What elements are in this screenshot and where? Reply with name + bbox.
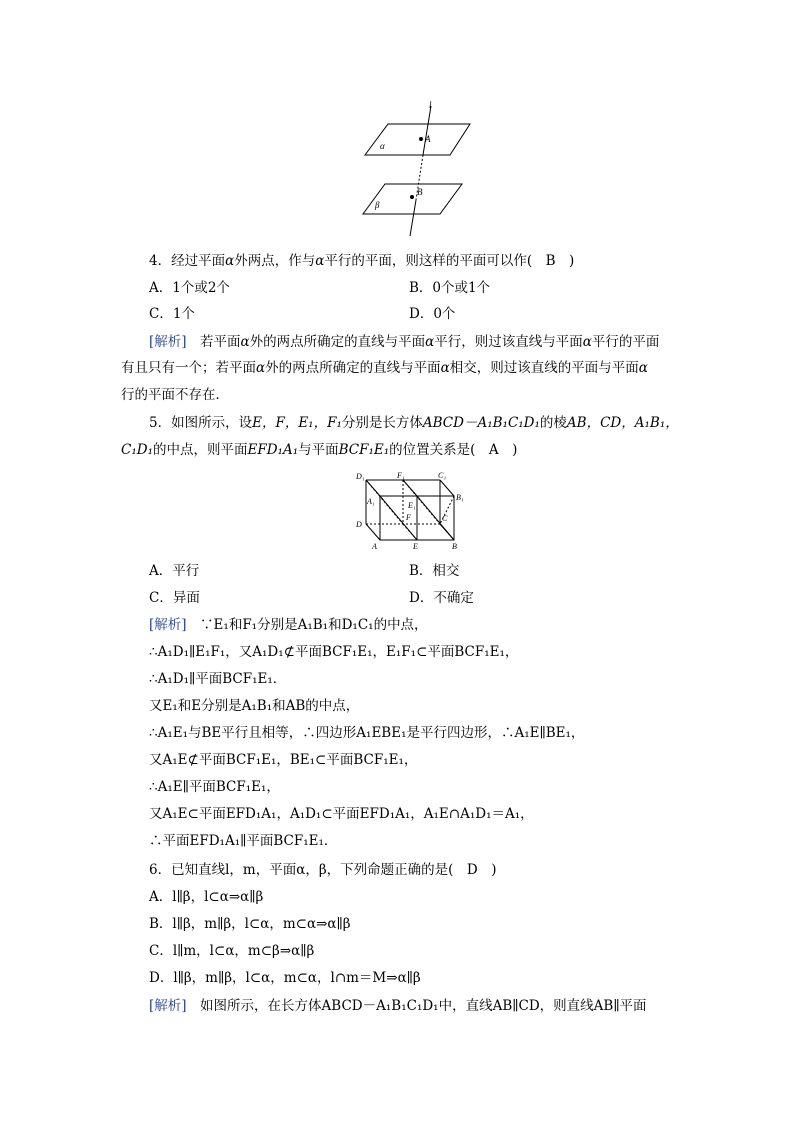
q4-stem: 4．经过平面α外两点，作与α平行的平面，则这样的平面可以作( B )	[149, 253, 575, 269]
q5-explanation-7: ∴A₁E∥平面BCF₁E₁，	[149, 779, 280, 795]
point-a	[419, 137, 423, 141]
q5-option-a: A．平行	[149, 563, 200, 579]
q6-explanation-1: [解析] 如图所示，在长方体ABCD－A₁B₁C₁D₁中，直线AB∥CD，则直线AB∥平面	[149, 998, 647, 1014]
q4-option-b: B．0个或1个	[409, 280, 491, 296]
q5-explanation-2: ∴A₁D₁∥E₁F₁，又A₁D₁⊄平面BCF₁E₁，E₁F₁⊂平面BCF₁E₁，	[149, 644, 519, 660]
label-c1: C₁	[438, 471, 447, 480]
label-b: B	[452, 542, 457, 551]
q5-option-c: C．异面	[149, 590, 200, 606]
q5-explanation-3: ∴A₁D₁∥平面BCF₁E₁．	[149, 671, 287, 687]
label-a1: A₁	[367, 497, 375, 506]
point-b	[410, 195, 414, 199]
label-d: D	[356, 520, 362, 529]
q4-option-d: D．0个	[409, 306, 456, 322]
q4-option-c: C．1个	[149, 306, 195, 322]
cuboid-figure	[352, 470, 472, 552]
q6-option-c: C．l∥m，l⊂α，m⊂β⇒α∥β	[149, 943, 315, 959]
q4-explanation-3: 行的平面不存在．	[121, 387, 229, 403]
q5-option-b: B．相交	[409, 563, 460, 579]
line-l-bottom	[410, 200, 416, 236]
q5-explanation-1: [解析] ∵E₁和F₁分别是A₁B₁和D₁C₁的中点，	[149, 617, 428, 633]
label-d1: D₁	[356, 472, 365, 481]
label-f1: F₁	[397, 471, 405, 480]
analysis-tag: [解析]	[149, 998, 187, 1014]
label-a: A	[372, 542, 377, 551]
label-alpha: α	[380, 141, 385, 151]
label-beta: β	[375, 200, 380, 210]
label-e1: E₁	[408, 501, 416, 510]
q5-explanation-9: ∴平面EFD₁A₁∥平面BCF₁E₁．	[149, 833, 338, 849]
q6-option-d: D．l∥β，m∥β，l⊂α，m⊂α，l∩m＝M⇒α∥β	[149, 970, 421, 986]
q6-option-b: B．l∥β，m∥β，l⊂α，m⊂α⇒α∥β	[149, 916, 351, 932]
label-e: E	[413, 542, 418, 551]
line-l-top	[423, 106, 431, 155]
q4-explanation-2: 有且只有一个；若平面α外的两点所确定的直线与平面α相交，则过该直线的平面与平面α	[121, 360, 648, 376]
q5-explanation-8: 又A₁E⊂平面EFD₁A₁，A₁D₁⊂平面EFD₁A₁，A₁E∩A₁D₁＝A₁，	[149, 806, 534, 822]
label-b: B	[417, 187, 423, 197]
label-a: A	[425, 134, 431, 144]
label-l: l	[429, 100, 432, 110]
analysis-tag: [解析]	[149, 334, 187, 350]
q5-option-d: D．不确定	[409, 590, 474, 606]
q5-explanation-6: 又A₁E⊄平面BCF₁E₁，BE₁⊂平面BCF₁E₁，	[149, 752, 418, 768]
q4-option-a: A．1个或2个	[149, 280, 230, 296]
q5-stem-2: C₁D₁的中点，则平面EFD₁A₁与平面BCF₁E₁的位置关系是( A )	[121, 442, 518, 458]
q5-explanation-4: 又E₁和E分别是A₁B₁和AB的中点，	[149, 698, 360, 714]
label-f: F	[406, 513, 411, 522]
q6-option-a: A．l∥β，l⊂α⇒α∥β	[149, 889, 264, 905]
q5-explanation-5: ∴A₁E₁与BE平行且相等，∴四边形A₁EBE₁是平行四边形，∴A₁E∥BE₁，	[149, 725, 585, 741]
analysis-tag: [解析]	[149, 617, 187, 633]
label-b1: B₁	[456, 493, 464, 502]
q5-stem-1: 5．如图所示，设E，F，E₁，F₁分别是长方体ABCD－A₁B₁C₁D₁的棱AB，CD，A₁B₁，	[149, 415, 679, 431]
q6-stem: 6．已知直线l，m，平面α，β，下列命题正确的是( D )	[149, 862, 497, 878]
label-c: C	[442, 514, 448, 523]
q4-explanation-1: [解析] 若平面α外的两点所确定的直线与平面α平行，则过该直线与平面α平行的平面	[149, 334, 660, 350]
planes-figure	[355, 98, 480, 243]
